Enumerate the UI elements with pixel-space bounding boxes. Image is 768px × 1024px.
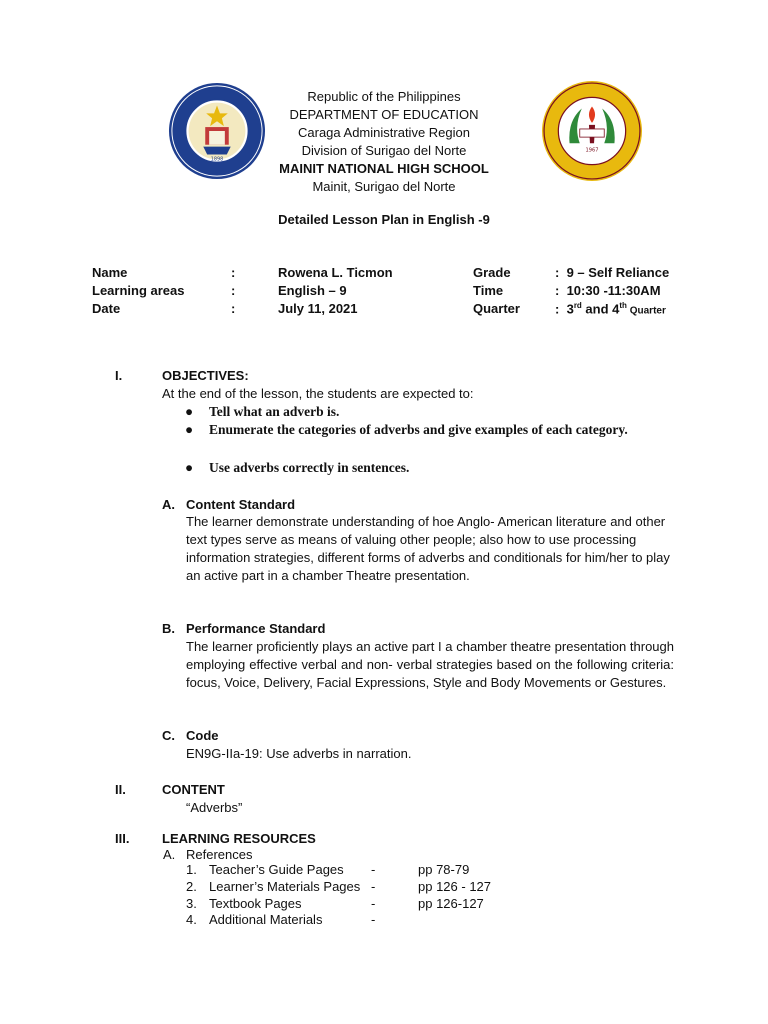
lesson-plan-title: Detailed Lesson Plan in English -9: [278, 212, 490, 227]
bullet-icon: ●: [185, 404, 194, 419]
content-standard-heading: Content Standard: [186, 497, 296, 512]
objective-text: Enumerate the categories of adverbs and give examples of each category.: [209, 422, 628, 437]
content-standard-text: The learner demonstrate understanding of hoe Anglo- American literature and other text types serve as means of valuing other people; also how to use processing information strategies, different forms of adverbs and conditionals for him/her to play an active part in a chamber Theatre presentation.: [186, 514, 670, 583]
objective-text: Use adverbs correctly in sentences.: [209, 460, 410, 475]
objective-text: Tell what an adverb is.: [209, 404, 340, 419]
reference-label: Teacher’s Guide Pages: [209, 862, 344, 877]
objectives-numeral: I.: [115, 368, 123, 383]
code-line: [186, 745, 411, 763]
objective-item: [185, 459, 649, 477]
grade-text: 9 – Self Reliance: [566, 265, 670, 280]
reference-dash: -: [371, 912, 376, 927]
school-seal-logo: [541, 80, 643, 182]
name-label: Name: [92, 265, 128, 280]
reference-number: 1.: [186, 862, 197, 877]
grade-label: Grade: [473, 265, 511, 280]
school-name: MAINIT NATIONAL HIGH SCHOOL: [279, 161, 489, 176]
division-line: Division of Surigao del Norte: [301, 143, 467, 158]
reference-pages: pp 126 - 127: [418, 879, 492, 894]
republic-line: Republic of the Philippines: [307, 89, 461, 104]
reference-pages: pp 126-127: [418, 896, 484, 911]
code-heading: Code: [186, 728, 219, 743]
quarter-first-sup: rd: [573, 301, 582, 310]
references-letter: A.: [163, 847, 176, 862]
time-label: Time: [473, 283, 504, 298]
quarter-label: Quarter: [473, 301, 520, 316]
areas-value: English – 9: [278, 283, 347, 298]
objective-item: [185, 403, 649, 421]
resources-heading: LEARNING RESOURCES: [162, 831, 316, 846]
date-value: July 11, 2021: [278, 301, 358, 316]
svg-text:1898: 1898: [210, 156, 224, 163]
reference-label: Textbook Pages: [209, 896, 302, 911]
reference-dash: -: [371, 879, 376, 894]
reference-number: 3.: [186, 896, 197, 911]
reference-dash: -: [371, 862, 376, 877]
school-address: Mainit, Surigao del Norte: [312, 179, 456, 194]
reference-pages: pp 78-79: [418, 862, 470, 877]
content-standard-letter: A.: [162, 497, 175, 512]
objectives-intro: At the end of the lesson, the students are expected to:: [162, 386, 474, 401]
reference-row: [0, 912, 768, 929]
reference-row: [0, 896, 768, 913]
department-line: DEPARTMENT OF EDUCATION: [289, 107, 479, 122]
content-heading: CONTENT: [162, 782, 225, 797]
areas-label: Learning areas: [92, 283, 185, 298]
colon: :: [555, 301, 560, 317]
objective-item: [185, 421, 649, 439]
colon: :: [555, 283, 560, 298]
time-text: 10:30 -11:30AM: [566, 283, 661, 298]
reference-dash: -: [371, 896, 376, 911]
colon: :: [231, 265, 236, 280]
references-heading: References: [186, 847, 253, 862]
code-id: EN9G-IIa-19:: [186, 746, 263, 761]
code-text: Use adverbs in narration.: [262, 746, 412, 761]
reference-label: Learner’s Materials Pages: [209, 879, 361, 894]
reference-row: [0, 879, 768, 896]
quarter-word: Quarter: [626, 305, 666, 317]
reference-row: [0, 862, 768, 879]
grade-value: [555, 265, 669, 280]
bullet-icon: ●: [185, 422, 194, 437]
colon: :: [231, 301, 236, 316]
objectives-heading: OBJECTIVES:: [162, 368, 249, 383]
performance-standard-text: The learner proficiently plays an active part I a chamber theatre presentation through employing effective verbal and non- verbal strategies based on the following criteria: focus, Voice, Delivery, Facial Expressions, Style and Body Movements or Gestures.: [186, 639, 674, 690]
performance-standard-letter: B.: [162, 621, 175, 636]
name-value: Rowena L. Ticmon: [278, 265, 393, 280]
bullet-icon: ●: [185, 460, 194, 475]
colon: :: [555, 265, 560, 280]
reference-label: Additional Materials: [209, 912, 323, 927]
reference-number: 2.: [186, 879, 197, 894]
resources-numeral: III.: [115, 831, 130, 846]
code-letter: C.: [162, 728, 175, 743]
quarter-second-sup: th: [619, 301, 627, 310]
quarter-first: 3: [566, 301, 574, 317]
content-numeral: II.: [115, 782, 126, 797]
date-label: Date: [92, 301, 121, 316]
time-value: [555, 283, 661, 298]
reference-number: 4.: [186, 912, 197, 927]
region-line: Caraga Administrative Region: [298, 125, 470, 140]
performance-standard-heading: Performance Standard: [186, 621, 326, 636]
quarter-value: [555, 301, 666, 316]
colon: :: [231, 283, 236, 298]
quarter-and: and 4: [581, 301, 620, 317]
content-topic: “Adverbs”: [186, 800, 243, 815]
svg-text:1967: 1967: [585, 147, 599, 154]
